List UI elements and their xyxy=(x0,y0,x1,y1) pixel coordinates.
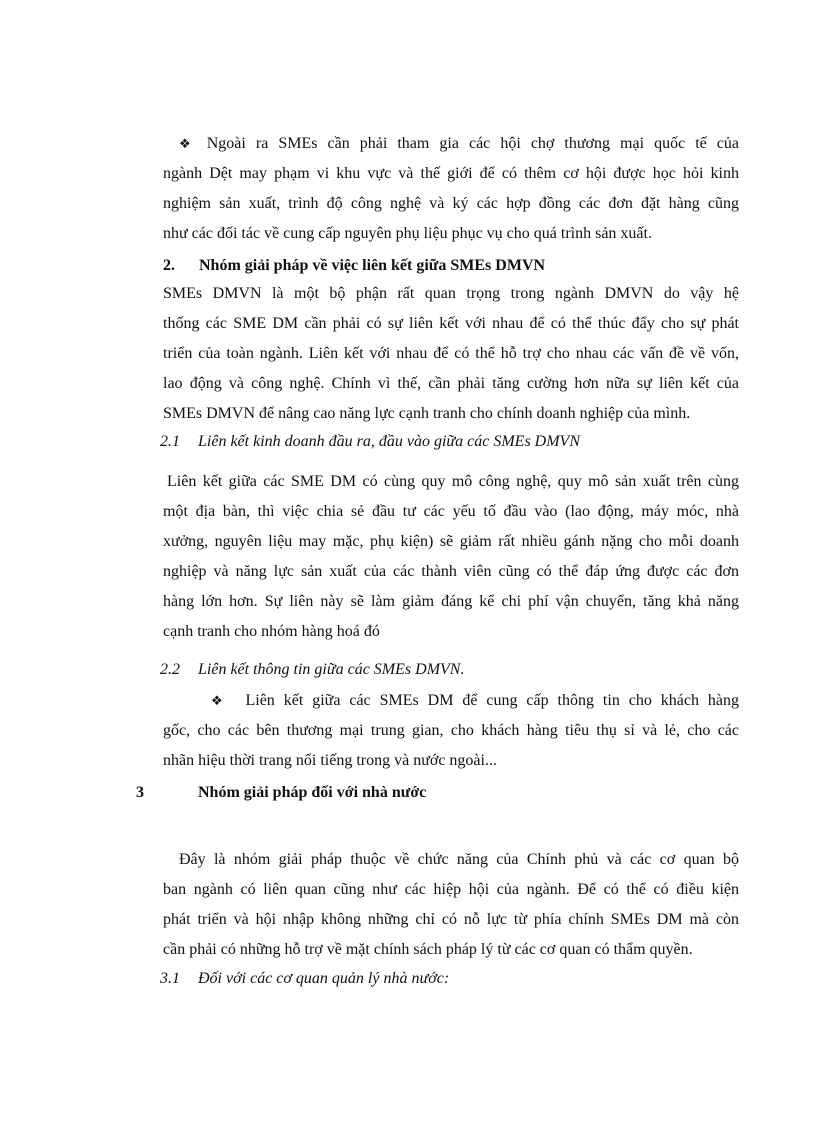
text-line: nghiệm sản xuất, trình độ công nghệ và ký các hợp đồng các đơn đặt hàng cũng xyxy=(163,195,739,212)
text-line-content: Ngoài ra SMEs cần phải tham gia các hội chợ thương mại quốc tế của xyxy=(206,135,740,152)
subsection-title: Đối với các cơ quan quản lý nhà nước: xyxy=(198,970,450,987)
text-line: Liên kết giữa các SME DM có cùng quy mô công nghệ, quy mô sản xuất trên cùng xyxy=(167,473,739,490)
section-heading-2 xyxy=(163,251,739,281)
section-number: 2. xyxy=(163,257,175,274)
section-title: Nhóm giải pháp đối với nhà nước xyxy=(198,784,427,801)
text-line: ban ngành có liên quan cũng như các hiệp hội của ngành. Để có thể có điều kiện xyxy=(163,881,739,898)
text-line: một địa bàn, thì việc chia sẻ đầu tư các yếu tố đầu vào (lao động, máy móc, nhà xyxy=(163,503,739,520)
section-title: Nhóm giải pháp về việc liên kết giữa SMEs DMVN xyxy=(199,257,546,274)
subsection-heading-2-2 xyxy=(160,655,736,685)
text-line: cần phải có những hỗ trợ về mặt chính sách pháp lý từ các cơ quan có thẩm quyền. xyxy=(163,941,693,958)
text-line-content: Liên kết giữa các SMEs DM để cung cấp thông tin cho khách hàng xyxy=(245,692,740,709)
text-line: thống các SME DM cần phải có sự liên kết với nhau để có thể thúc đẩy cho sự phát xyxy=(163,315,739,332)
section-heading-3 xyxy=(136,778,736,808)
text-line: hàng lớn hơn. Sự liên này sẽ làm giảm đáng kể chi phí vận chuyển, tăng khả năng xyxy=(163,593,739,610)
text-line: như các đối tác về cung cấp nguyên phụ liệu phục vụ cho quá trình sản xuất. xyxy=(163,225,652,242)
subsection-title: Liên kết thông tin giữa các SMEs DMVN. xyxy=(198,661,465,678)
text-line: SMEs DMVN là một bộ phận rất quan trọng trong ngành DMVN do vậy hệ xyxy=(163,285,739,302)
text-line: nghiệp và năng lực sản xuất của các thành viên cũng có thể đáp ứng được các đơn xyxy=(163,563,739,580)
text-line xyxy=(163,686,739,716)
diamond-bullet-icon: ❖ xyxy=(179,136,197,151)
text-line: triển của toàn ngành. Liên kết với nhau để có thể hỗ trợ cho nhau các vấn đề về vốn, xyxy=(163,345,739,362)
subsection-heading-3-1 xyxy=(160,964,736,994)
text-line: ngành Dệt may phạm vi khu vực và thế giới để có thêm cơ hội được học hỏi kinh xyxy=(163,165,739,182)
text-line: Đây là nhóm giải pháp thuộc về chức năng của Chính phủ và các cơ quan bộ xyxy=(179,851,739,868)
text-line: phát triển và hội nhập không những chỉ có nỗ lực từ phía chính SMEs DM mà còn xyxy=(163,911,739,928)
text-line: gốc, cho các bên thương mại trung gian, cho khách hàng tiêu thụ sỉ và lẻ, cho các xyxy=(163,722,739,739)
diamond-bullet-icon: ❖ xyxy=(211,693,228,708)
text-line: lao động và công nghệ. Chính vì thế, cần phải tăng cường hơn nữa sự liên kết của xyxy=(163,375,739,392)
paragraph-trade-fairs xyxy=(163,129,739,249)
text-line: nhãn hiệu thời trang nổi tiếng trong và nước ngoài... xyxy=(163,752,497,769)
subsection-number: 2.1 xyxy=(160,433,180,450)
subsection-heading-2-1 xyxy=(160,427,736,457)
text-line: cạnh tranh cho nhóm hàng hoá đó xyxy=(163,623,380,640)
subsection-number: 2.2 xyxy=(160,661,180,678)
text-line: xưởng, nguyên liệu may mặc, phụ kiện) sẽ giảm rất nhiều gánh nặng cho mỗi doanh xyxy=(163,533,739,550)
text-line: SMEs DMVN để nâng cao năng lực cạnh tranh cho chính doanh nghiệp của mình. xyxy=(163,405,691,422)
paragraph-smes-linkage xyxy=(163,279,739,429)
paragraph-information-linkage xyxy=(163,686,739,776)
section-number: 3 xyxy=(136,784,144,801)
paragraph-input-output-linkage xyxy=(163,467,739,647)
subsection-number: 3.1 xyxy=(160,970,180,987)
paragraph-state-solutions xyxy=(163,845,739,965)
subsection-title: Liên kết kinh doanh đầu ra, đầu vào giữa các SMEs DMVN xyxy=(198,433,580,450)
text-line xyxy=(163,129,739,159)
